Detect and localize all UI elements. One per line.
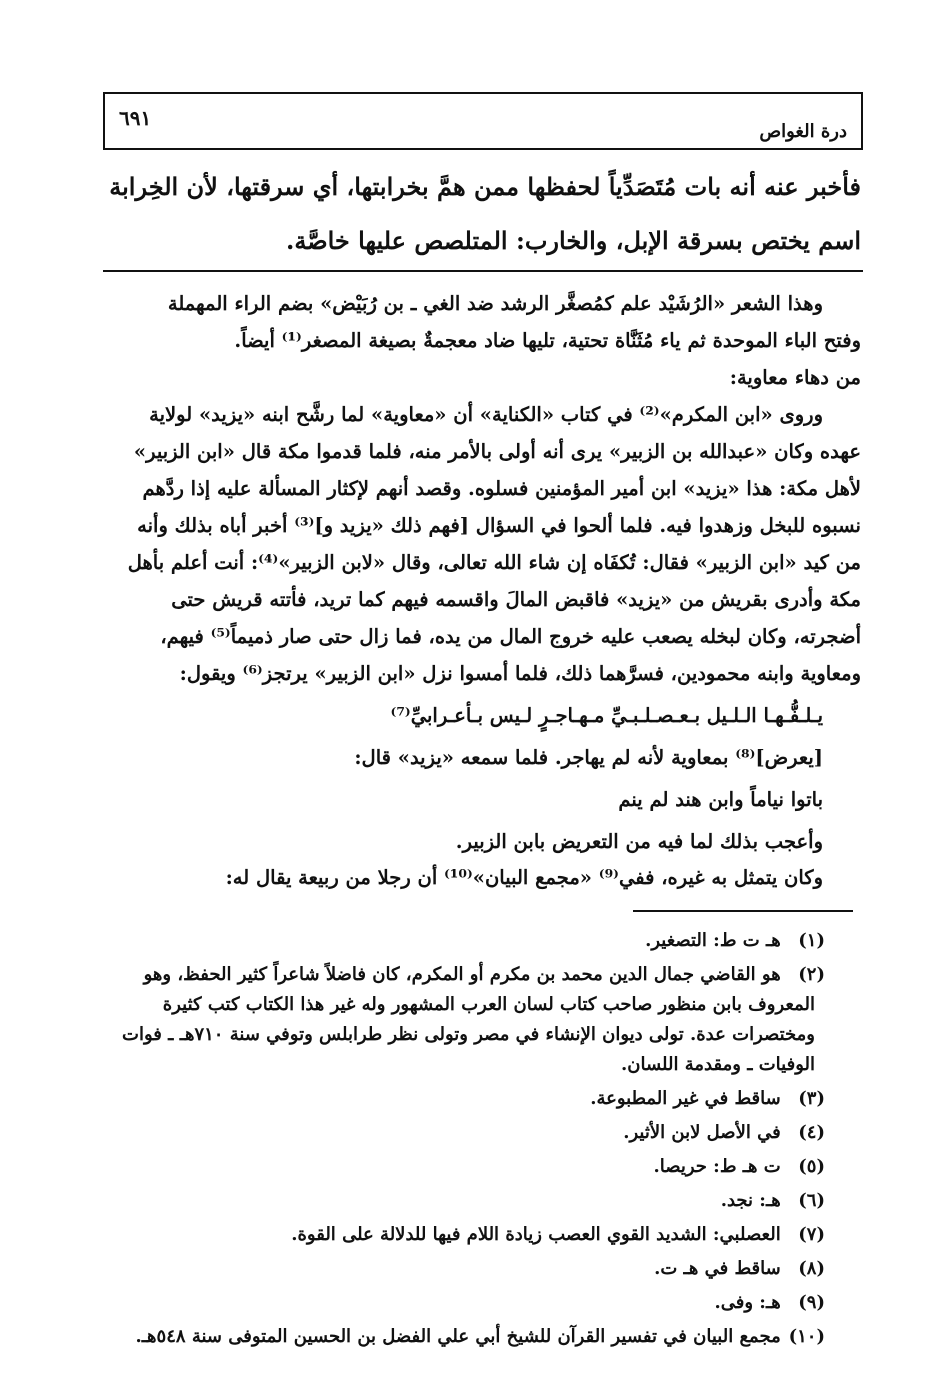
footnote xyxy=(654,1258,825,1279)
commentary-line: وهذا الشعر «الرُشَيْد علم كمُصغَّر الرشد ضد الغي ـ بن رُبَيْض» بضم الراء المهملة xyxy=(167,292,823,315)
book-title: درة الغواص xyxy=(759,121,847,142)
footnote-number: (٥) xyxy=(798,1156,825,1177)
footnote-text: مجمع البيان في تفسير القرآن للشيخ أبي علي الفضل بن الحسين المتوفى سنة ٥٤٨هـ. xyxy=(135,1326,781,1347)
page-header xyxy=(103,92,863,150)
commentary-line: أضجرته، وكان لبخله يصعب عليه خروج المال من يده، فما زال حتى صار ذميماً⁽⁵⁾ فيهم، xyxy=(160,625,861,648)
verse-half-line: باتوا نياماً وابن هند لم ينم xyxy=(618,788,823,811)
footnote xyxy=(136,1326,826,1347)
footnote-text: في الأصل لابن الأثير. xyxy=(623,1122,781,1143)
verse-line: يـلـفُّـهـا الـلـيل بـعـصـلـبـيِّ مـهـاجـرٍ لـيس بـأعـرابيِّ⁽⁷⁾ xyxy=(390,704,823,727)
commentary-line: لأهل مكة: هذا «يزيد» ابن أمير المؤمنين فسلوه. وقصد أنهم لإكثار المسألة عليه إذا ردَّهم xyxy=(142,477,861,500)
section-heading: من دهاء معاوية: xyxy=(729,366,861,389)
commentary-line: ومعاوية وابنه محمودين، فسرَّهما ذلك، فلما أمسوا نزل «ابن الزبير» يرتجز⁽⁶⁾ ويقول: xyxy=(179,662,861,685)
commentary-line: [يعرض]⁽⁸⁾ بمعاوية لأنه لم يهاجر. فلما سمعه «يزيد» قال: xyxy=(354,746,823,769)
footnote-number: (١٠) xyxy=(788,1326,825,1347)
footnote xyxy=(144,964,825,985)
footnote-continuation: المعروف بابن منظور صاحب كتاب لسان العرب المشهور وله غير هذا الكتاب كتب كثيرة xyxy=(162,994,815,1015)
commentary-line: وروى «ابن المكرم»⁽²⁾ في كتاب «الكناية» أن «معاوية» لما رشَّح ابنه «يزيد» لولاية xyxy=(149,403,823,426)
commentary-line: وكان يتمثل به غيره، ففي⁽⁹⁾ «مجمع البيان»⁽¹⁰⁾ أن رجلا من ربيعة يقال له: xyxy=(225,866,823,889)
footnote-text: العصلبي: الشديد القوي العصب زيادة اللام فيها للدلالة على القوة. xyxy=(291,1224,781,1245)
footnote-separator xyxy=(633,910,853,912)
commentary-line: نسبوه للبخل وزهدوا فيه. فلما ألحوا في السؤال [فهم ذلك «يزيد و]⁽³⁾ أخبر أباه بذلك وأنه xyxy=(137,514,861,537)
main-text-line: فأخبر عنه أنه بات مُتَصَدِّياً لحفظها ممن همَّ بخرابتها، أي سرقتها، لأن الخِرابة xyxy=(109,172,861,201)
footnote-number: (٨) xyxy=(798,1258,825,1279)
commentary-line: من كيد «ابن الزبير» فقال: تُكفَاه إن شاء الله تعالى، وقال «لابن الزبير»⁽⁴⁾: أنت أعلم بأهل xyxy=(127,551,861,574)
footnote-text: هو القاضي جمال الدين محمد بن مكرم أو المكرم، كان فاضلاً شاعراً كثير الحفظ، وهو xyxy=(143,964,781,985)
footnote-number: (٣) xyxy=(798,1088,825,1109)
section-divider xyxy=(103,270,863,272)
footnote xyxy=(291,1224,825,1245)
commentary-line: وأعجب بذلك لما فيه من التعريض بابن الزبير. xyxy=(455,830,823,853)
footnote xyxy=(623,1122,825,1143)
footnote-number: (٩) xyxy=(798,1292,825,1313)
footnote xyxy=(645,930,825,951)
footnote-text: هـ: وفى. xyxy=(714,1292,781,1313)
footnote-continuation: الوفيات ـ ومقدمة اللسان. xyxy=(621,1054,815,1075)
footnote-text: هـ: نجد. xyxy=(720,1190,781,1211)
footnote-text: ساقط في غير المطبوعة. xyxy=(590,1088,781,1109)
footnote xyxy=(714,1292,825,1313)
footnote-number: (٢) xyxy=(798,964,825,985)
footnote xyxy=(590,1088,825,1109)
footnote-continuation: ومختصرات عدة. تولى ديوان الإنشاء في مصر وتولى نظر طرابلس وتوفي سنة ٧١٠هـ ـ فوات xyxy=(122,1024,815,1045)
commentary-line: عهده وكان «عبدالله بن الزبير» يرى أنه أولى بالأمر منه، فلما قدموا مكة قال «ابن الزبير» xyxy=(133,440,861,463)
footnote-text: ت هـ ط: حريصا. xyxy=(653,1156,781,1177)
main-text-line: اسم يختص بسرقة الإبل، والخارب: المتلصص عليها خاصَّة. xyxy=(286,226,861,255)
footnote xyxy=(721,1190,825,1211)
footnote-number: (١) xyxy=(798,930,825,951)
footnote-number: (٦) xyxy=(798,1190,825,1211)
footnote-text: هـ ت ط: التصغير. xyxy=(645,930,781,951)
commentary-line: مكة وأدرى بقريش من «يزيد» فاقبض المالَ واقسمه فيهم كما تريد، فأتته قريش حتى xyxy=(171,588,861,611)
commentary-line: وفتح الباء الموحدة ثم ياء مُثَنَّاة تحتية، تليها ضاد معجمةٌ بصيغة المصغر⁽¹⁾ أيضاً. xyxy=(234,329,861,352)
footnote xyxy=(653,1156,825,1177)
footnote-number: (٧) xyxy=(798,1224,825,1245)
page-number: ٦٩١ xyxy=(119,106,152,130)
footnote-number: (٤) xyxy=(798,1122,825,1143)
footnote-text: ساقط في هـ ت. xyxy=(654,1258,781,1279)
